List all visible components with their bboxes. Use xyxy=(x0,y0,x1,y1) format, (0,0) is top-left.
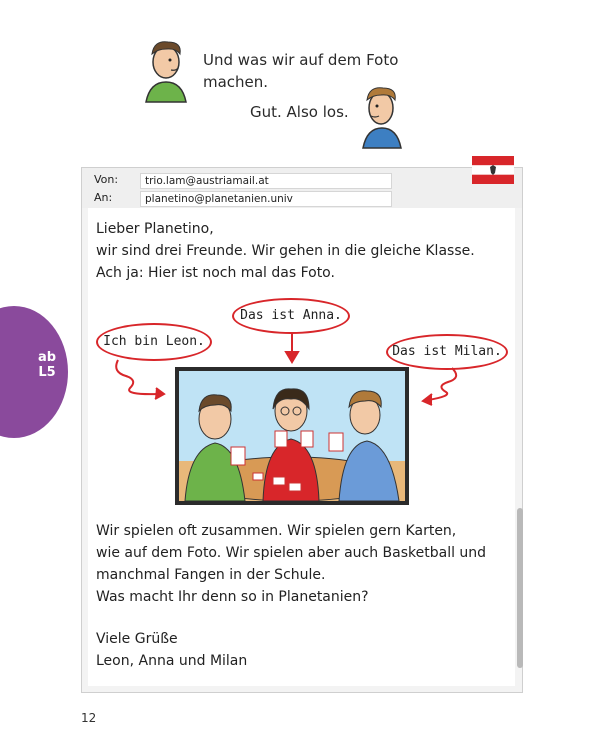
austria-flag-icon xyxy=(472,156,514,184)
email-line: wir sind drei Freunde. Wir gehen in die gleiche Klasse. xyxy=(96,243,475,259)
boy-illustration-left xyxy=(136,36,192,106)
email-closing-line: Viele Grüße xyxy=(96,631,178,647)
email-line: Wir spielen oft zusammen. Wir spielen gern Karten, xyxy=(96,523,457,539)
chapter-tab-label: ab L5 xyxy=(37,350,57,380)
photo-frame xyxy=(175,367,409,505)
scrollbar[interactable] xyxy=(517,508,523,668)
email-paragraph-2 xyxy=(96,520,516,608)
dialogue-line-1: Und was wir auf dem Foto machen. xyxy=(203,51,399,91)
email-line: wie auf dem Foto. Wir spielen aber auch Basketball und xyxy=(96,545,487,561)
label-bubble-leon: Ich bin Leon. xyxy=(96,323,212,361)
email-greeting: Lieber Planetino, xyxy=(96,221,214,237)
boy-illustration-right xyxy=(355,80,409,150)
from-field[interactable]: trio.lam@austriamail.at xyxy=(140,173,392,189)
from-row xyxy=(94,173,269,187)
to-field[interactable]: planetino@planetanien.univ xyxy=(140,191,392,207)
email-signature: Leon, Anna und Milan xyxy=(96,653,248,669)
to-label: An: xyxy=(94,191,113,204)
from-label: Von: xyxy=(94,173,119,186)
chapter-tab xyxy=(0,306,74,438)
email-line: manchmal Fangen in der Schule. xyxy=(96,567,326,583)
email-closing xyxy=(96,628,516,672)
email-intro xyxy=(96,218,516,284)
dialogue-line-2: Gut. Also los. xyxy=(250,103,349,121)
label-bubble-anna: Das ist Anna. xyxy=(232,298,350,334)
email-line: Was macht Ihr denn so in Planetanien? xyxy=(96,589,369,605)
email-line: Ach ja: Hier ist noch mal das Foto. xyxy=(96,265,335,281)
card-game-photo xyxy=(179,371,405,501)
email-header xyxy=(82,168,522,208)
dialogue-speech-2 xyxy=(250,101,349,123)
label-bubble-milan: Das ist Milan. xyxy=(386,334,508,370)
page-number: 12 xyxy=(81,711,97,725)
to-row xyxy=(94,191,293,205)
